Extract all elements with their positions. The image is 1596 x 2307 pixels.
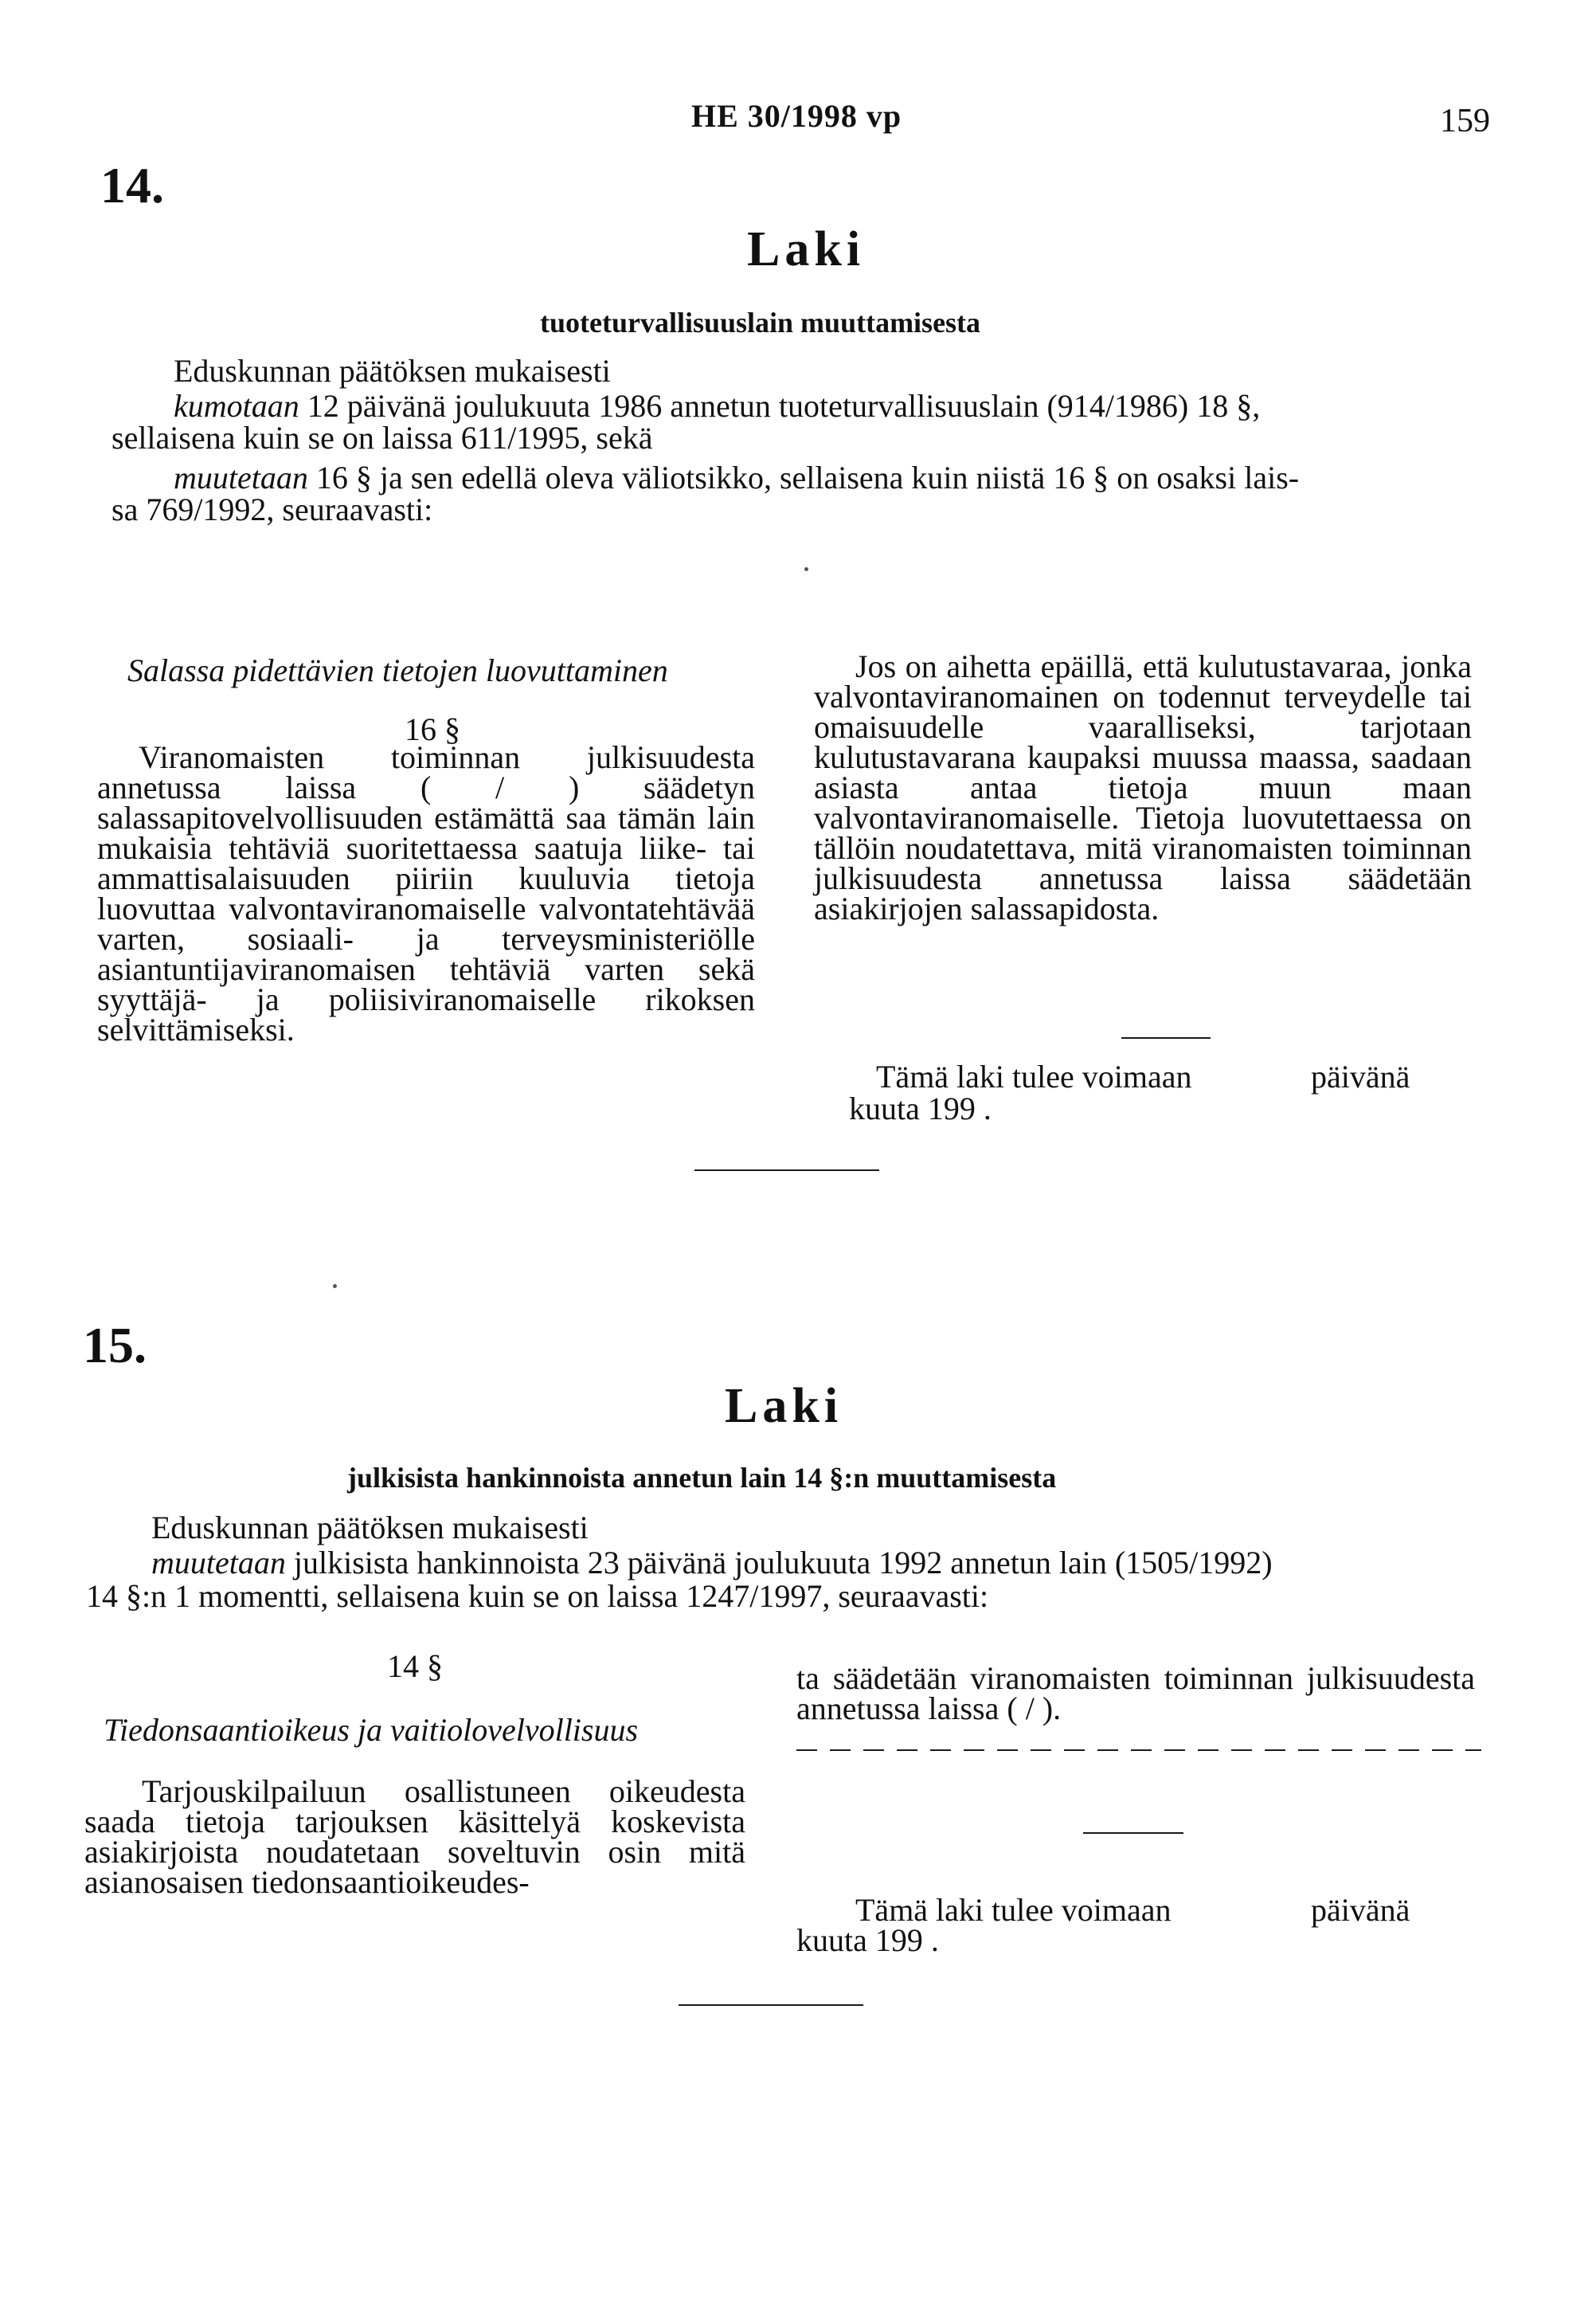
law-14-left-heading: Salassa pidettävien tietojen luovuttaminen xyxy=(127,652,668,688)
law-15-subtitle: julkisista hankinnoista annetun lain 14 §:n muuttamisesta xyxy=(347,1462,1057,1494)
law-15-muutetaan-line2: 14 §:n 1 momentti, sellaisena kuin se on laissa 1247/1997, seuraavasti: xyxy=(86,1578,989,1614)
law-15-title: Laki xyxy=(725,1379,843,1433)
muutetaan-word-15: muutetaan xyxy=(151,1545,286,1580)
law-14-effective-a: Tämä laki tulee voimaan xyxy=(876,1059,1192,1095)
law-15-muutetaan-line1 xyxy=(151,1545,1273,1580)
law-14-effective-b: päivänä xyxy=(1311,1059,1410,1095)
law-15-intro: Eduskunnan päätöksen mukaisesti xyxy=(151,1510,589,1545)
law-14-right-body xyxy=(814,648,1472,926)
law-14-number: 14. xyxy=(100,157,164,213)
law-15-number: 15. xyxy=(83,1317,147,1373)
law-15-omission-rule xyxy=(796,1749,1481,1751)
law-15-right-paragraph: ta säädetään viranomaisten toiminnan julkisuudesta annetussa laissa ( / ). xyxy=(796,1660,1475,1726)
kumotaan-text: 12 päivänä joulukuuta 1986 annetun tuoteturvallisuuslain (914/1986) 18 §, xyxy=(307,388,1261,424)
law-14-intro: Eduskunnan päätöksen mukaisesti xyxy=(174,353,611,389)
law-14-left-body xyxy=(97,739,755,1048)
law-15-left-body xyxy=(84,1773,745,1900)
law-15-left-paragraph: Tarjouskilpailuun osallistuneen oikeudesta saada tietoja tarjouksen käsittelyä koskevista asiakirjoista noudatetaan soveltuvin osin mitä asianosaisen tiedonsaantioikeudes- xyxy=(84,1773,745,1900)
law-14-right-paragraph: Jos on aihetta epäillä, että kulutustavaraa, jonka valvontaviranomainen on todennut terveydelle tai omaisuudelle vaaralliseksi, tarjotaan kulutustavarana kaupaksi muussa maassa, saadaan asiasta antaa tietoja muun maan valvontaviranomaiselle. Tietoja luovutettaessa on tällöin noudatettava, mitä viranomaisten toiminnan julkisuudesta annetussa laissa säädetään asiakirjojen salassapidosta. xyxy=(814,648,1472,926)
kumotaan-word: kumotaan xyxy=(174,388,299,424)
muutetaan-text-15: julkisista hankinnoista 23 päivänä joulukuuta 1992 annetun lain (1505/1992) xyxy=(293,1545,1273,1580)
law-14-end-rule xyxy=(694,1169,879,1171)
law-14-subtitle: tuoteturvallisuuslain muuttamisesta xyxy=(540,307,981,339)
page-number: 159 xyxy=(1440,103,1490,139)
law-15-right-body xyxy=(796,1660,1475,1726)
law-14-title: Laki xyxy=(747,222,866,276)
law-15-separator-short xyxy=(1083,1832,1183,1834)
muutetaan-text: 16 § ja sen edellä oleva väliotsikko, sellaisena kuin niistä 16 § on osaksi lais- xyxy=(315,460,1300,495)
law-14-muutetaan-line1 xyxy=(174,460,1300,495)
law-14-left-paragraph: Viranomaisten toiminnan julkisuudesta annetussa laissa ( / ) säädetyn salassapitovelvollisuuden estämättä saa tämän lain mukaisia tehtäviä suoritettaessa saatuja liike- tai ammattisalaisuuden piiriin kuuluvia tietoja luovuttaa valvontaviranomaiselle valvontatehtävää varten, sosiaali- ja terveysministeriölle asiantuntijaviranomaisen tehtäviä varten sekä syyttäjä- ja poliisiviranomaiselle rikoksen selvittämiseksi. xyxy=(97,739,755,1048)
law-14-kumotaan-line1 xyxy=(174,388,1261,424)
law-15-left-heading: Tiedonsaantioikeus ja vaitiolovelvollisuus xyxy=(104,1712,639,1748)
law-14-separator-short xyxy=(1121,1037,1211,1039)
law-14-muutetaan-line2: sa 769/1992, seuraavasti: xyxy=(111,492,433,527)
law-15-effective-c: kuuta 199 . xyxy=(796,1922,939,1958)
scan-speck-2 xyxy=(333,1284,337,1288)
law-15-effective-a: Tämä laki tulee voimaan xyxy=(855,1892,1172,1928)
law-15-section-14: 14 § xyxy=(387,1648,443,1684)
scan-speck xyxy=(804,567,808,571)
running-head: HE 30/1998 vp xyxy=(691,98,902,134)
law-14-section-16: 16 § xyxy=(405,711,460,747)
muutetaan-word: muutetaan xyxy=(174,460,308,495)
law-15-effective-b: päivänä xyxy=(1311,1892,1410,1928)
law-14-kumotaan-line2: sellaisena kuin se on laissa 611/1995, sekä xyxy=(111,420,653,456)
law-14-effective-c: kuuta 199 . xyxy=(849,1091,992,1126)
law-15-end-rule xyxy=(679,2004,863,2006)
